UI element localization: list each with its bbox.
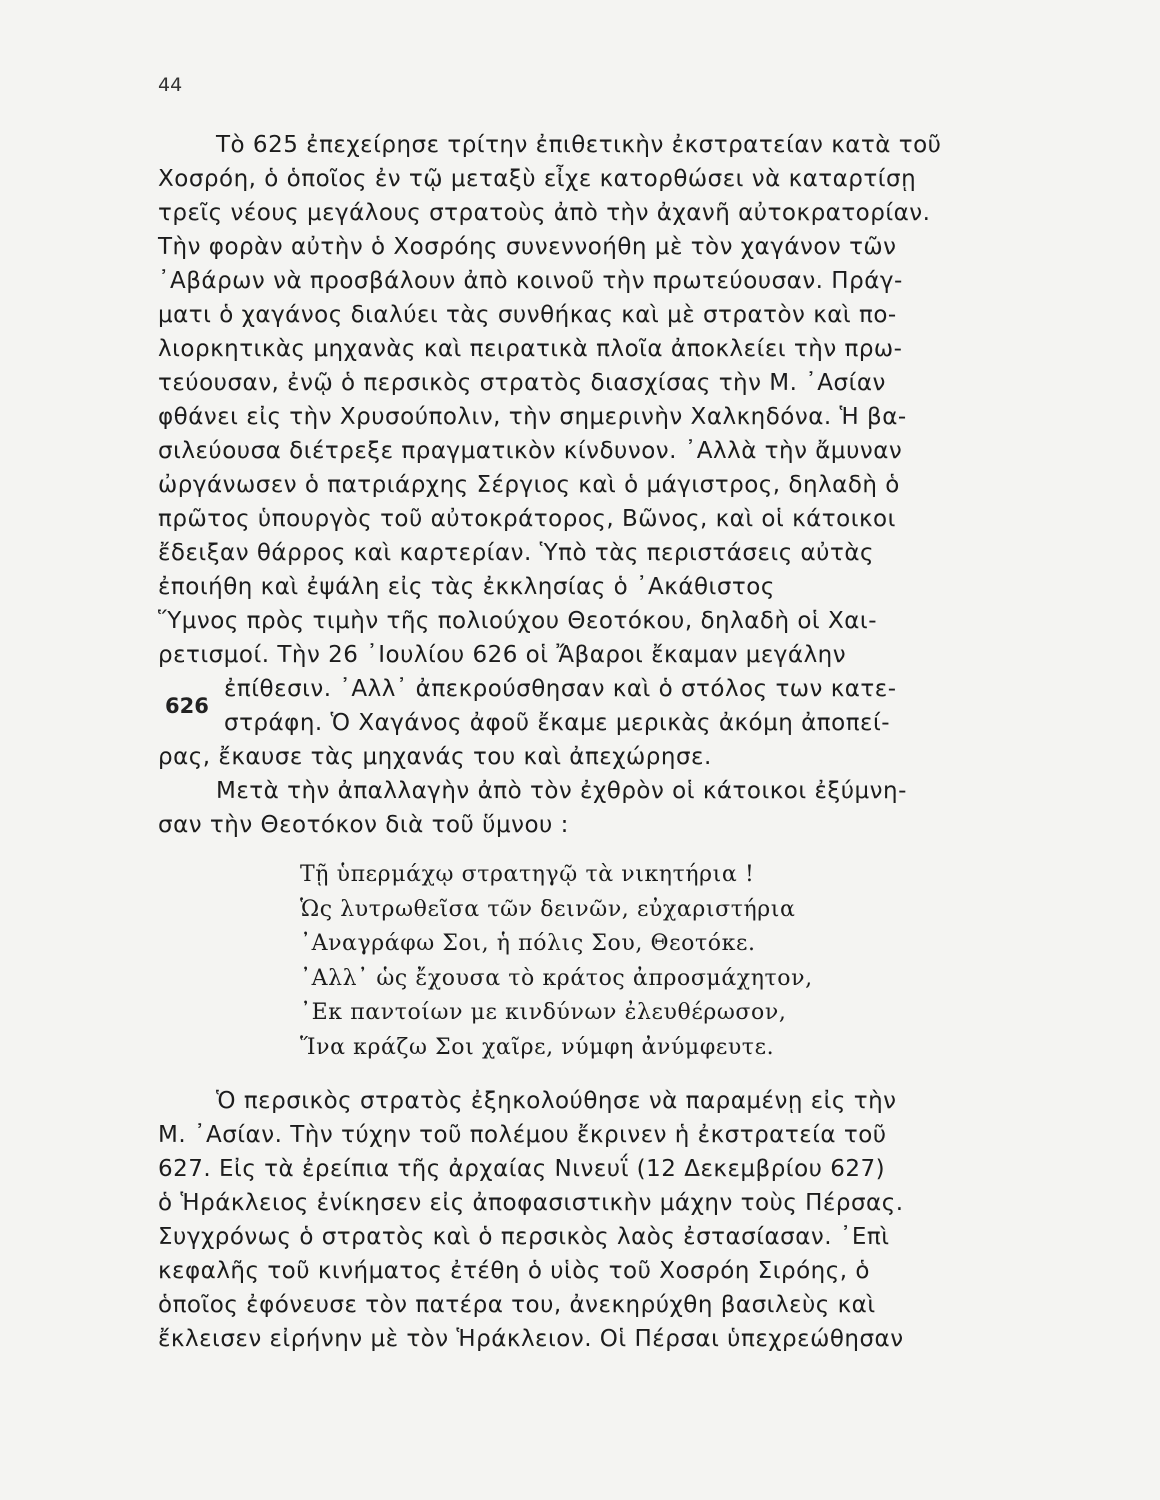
text-line: σαν τὴν Θεοτόκον διὰ τοῦ ὕμνου : [158,812,569,838]
text-line: ρας, ἔκαυσε τὰς μηχανάς του καὶ ἀπεχώρησε. [158,744,712,770]
hymn-line: Ἵνα κράζω Σοι χαῖρε, νύμφη ἀνύμφευτε. [300,1034,775,1060]
text-line: ἔδειξαν θάρρος καὶ καρτερίαν. Ὑπὸ τὰς περιστάσεις αὐτὰς [158,540,874,566]
text-line: φθάνει εἰς τὴν Χρυσούπολιν, τὴν σημερινὴν Χαλκηδόνα. Ἡ βα- [158,404,907,430]
text-line: τεύουσαν, ἐνῷ ὁ περσικὸς στρατὸς διασχίσας τὴν Μ. ᾿Ασίαν [158,370,886,396]
hymn-line: Ὡς λυτρωθεῖσα τῶν δεινῶν, εὐχαριστήρια [300,896,796,922]
hymn-line: ᾿Αναγράφω Σοι, ἡ πόλις Σου, Θεοτόκε. [300,931,756,956]
text-line: ᾿Αβάρων νὰ προσβάλουν ἀπὸ κοινοῦ τὴν πρωτεύουσαν. Πράγ- [158,268,903,294]
text-line: Τὸ 625 ἐπεχείρησε τρίτην ἐπιθετικὴν ἐκστρατείαν κατὰ τοῦ [216,132,942,158]
text-line: τρεῖς νέους μεγάλους στρατοὺς ἀπὸ τὴν ἀχανῆ αὐτοκρατορίαν. [158,200,931,226]
text-line: Συγχρόνως ὁ στρατὸς καὶ ὁ περσικὸς λαὸς ἐστασίασαν. ᾿Επὶ [158,1224,890,1250]
text-line: Μ. ᾿Ασίαν. Τὴν τύχην τοῦ πολέμου ἔκρινεν ἡ ἐκστρατεία τοῦ [158,1122,887,1148]
text-line: ἐποιήθη καὶ ἐψάλη εἰς τὰς ἐκκλησίας ὁ ᾿Ακάθιστος [158,574,775,600]
page-number: 44 [158,74,183,96]
text-line: Ὕμνος πρὸς τιμὴν τῆς πολιούχου Θεοτόκου, δηλαδὴ οἱ Χαι- [158,608,878,634]
hymn-verses [300,858,940,1065]
text-line: Χοσρόη, ὁ ὁποῖος ἐν τῷ μεταξὺ εἶχε κατορθώσει νὰ καταρτίσῃ [158,166,917,192]
hymn-line: ᾿Εκ παντοίων με κινδύνων ἐλευθέρωσον, [300,1000,787,1025]
hymn-line: ᾿Αλλ᾿ ὡς ἔχουσα τὸ κράτος ἀπροσμάχητον, [300,965,813,991]
margin-note-year: 626 [165,694,209,718]
text-line: ὁ Ἡράκλειος ἐνίκησεν εἰς ἀποφασιστικὴν μάχην τοὺς Πέρσας. [158,1190,904,1216]
text-line: σιλεύουσα διέτρεξε πραγματικὸν κίνδυνον. ᾿Αλλὰ τὴν ἄμυναν [158,438,903,464]
text-line: Τὴν φορὰν αὐτὴν ὁ Χοσρόης συνεννοήθη μὲ τὸν χαγάνον τῶν [158,234,897,260]
text-line: πρῶτος ὑπουργὸς τοῦ αὐτοκράτορος, Βῶνος, καὶ οἱ κάτοικοι [158,506,896,532]
text-line: στράφη. Ὁ Χαγάνος ἀφοῦ ἔκαμε μερικὰς ἀκόμη ἀποπεί- [224,710,891,736]
text-line: Μετὰ τὴν ἀπαλλαγὴν ἀπὸ τὸν ἐχθρὸν οἱ κάτοικοι ἐξύμνη- [216,778,907,804]
text-line: 627. Εἰς τὰ ἐρείπια τῆς ἀρχαίας Νινευΐ (12 Δεκεμβρίου 627) [158,1156,886,1182]
hymn-line: Τῇ ὑπερμάχῳ στρατηγῷ τὰ νικητήρια ! [300,862,755,887]
text-line: ματι ὁ χαγάνος διαλύει τὰς συνθήκας καὶ μὲ στρατὸν καὶ πο- [158,302,897,328]
text-line: κεφαλῆς τοῦ κινήματος ἐτέθη ὁ υἱὸς τοῦ Χοσρόη Σιρόης, ὁ [158,1258,870,1284]
text-line: ὁποῖος ἐφόνευσε τὸν πατέρα του, ἀνεκηρύχθη βασιλεὺς καὶ [158,1292,876,1318]
text-line: Ὁ περσικὸς στρατὸς ἐξηκολούθησε νὰ παραμένῃ εἰς τὴν [216,1088,897,1114]
text-line: ρετισμοί. Τὴν 26 ᾿Ιουλίου 626 οἱ Ἄβαροι ἔκαμαν μεγάλην [158,642,847,668]
paragraph-persian-war [158,1084,1078,1356]
paragraph-siege [158,128,1078,842]
text-line: λιορκητικὰς μηχανὰς καὶ πειρατικὰ πλοῖα ἀποκλείει τὴν πρω- [158,336,903,362]
text-line: ὠργάνωσεν ὁ πατριάρχης Σέργιος καὶ ὁ μάγιστρος, δηλαδὴ ὁ [158,472,900,498]
text-line: ἐπίθεσιν. ᾿Αλλ᾿ ἀπεκρούσθησαν καὶ ὁ στόλος των κατε- [224,676,897,702]
text-line: ἔκλεισεν εἰρήνην μὲ τὸν Ἡράκλειον. Οἱ Πέρσαι ὑπεχρεώθησαν [158,1326,904,1352]
